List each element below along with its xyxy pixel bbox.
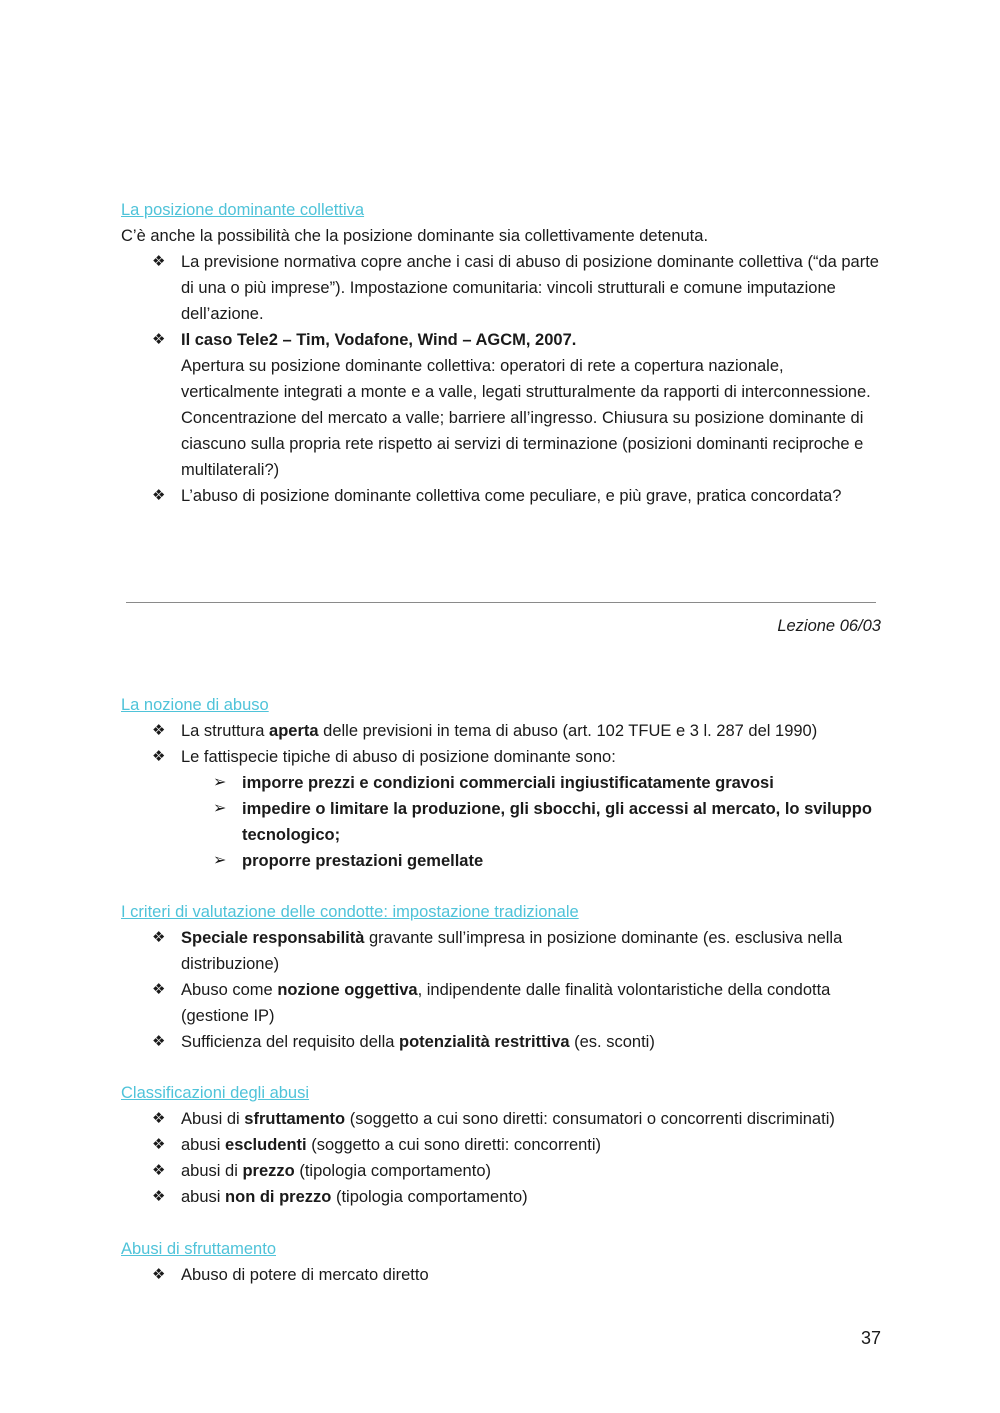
list-item: ❖ L’abuso di posizione dominante collettiva come peculiare, e più grave, pratica concordata? <box>121 483 881 509</box>
diamond-bullet-icon: ❖ <box>152 1110 166 1127</box>
sub-list-item: ➢ imporre prezzi e condizioni commerciali ingiustificatamente gravosi <box>121 770 881 796</box>
list-item: ❖ Abuso come nozione oggettiva, indipendente dalle finalità volontaristiche della condotta (gestione IP) <box>121 977 881 1029</box>
section-posizione-dominante-collettiva <box>121 197 881 509</box>
list-item: ❖ La struttura aperta delle previsioni in tema di abuso (art. 102 TFUE e 3 l. 287 del 1990) <box>121 718 881 744</box>
diamond-bullet-icon: ❖ <box>152 1162 166 1179</box>
section-abusi-di-sfruttamento <box>121 1236 881 1288</box>
section-heading: Abusi di sfruttamento <box>121 1240 276 1258</box>
case-title: Il caso Tele2 – Tim, Vodafone, Wind – AGCM, 2007. <box>181 331 577 349</box>
bullet-list <box>121 718 881 874</box>
bullet-list <box>121 1262 881 1288</box>
list-item: ❖ abusi non di prezzo (tipologia comportamento) <box>121 1184 881 1210</box>
section-nozione-di-abuso <box>121 692 881 874</box>
diamond-bullet-icon: ❖ <box>152 253 166 270</box>
list-item: ❖ Sufficienza del requisito della potenzialità restrittiva (es. sconti) <box>121 1029 881 1055</box>
list-item: ❖ Il caso Tele2 – Tim, Vodafone, Wind – AGCM, 2007. Apertura su posizione dominante collettiva: operatori di rete a copertura nazionale, verticalmente integrati a monte e a valle, legati strutturalmente da rapporti di interconnessione. Concentrazione del mercato a valle; barriere all’ingresso. Chiusura su posizione dominante di ciascuno sulla propria rete rispetto ai servizi di terminazione (posizioni dominanti reciproche e multilaterali?) <box>121 327 881 483</box>
sub-list-item: ➢ proporre prestazioni gemellate <box>121 848 881 874</box>
bullet-list <box>121 249 881 509</box>
list-item: ❖ Speciale responsabilità gravante sull’impresa in posizione dominante (es. esclusiva nella distribuzione) <box>121 925 881 977</box>
arrow-bullet-icon: ➢ <box>213 774 227 791</box>
intro-paragraph: C’è anche la possibilità che la posizione dominante sia collettivamente detenuta. <box>121 227 709 245</box>
diamond-bullet-icon: ❖ <box>152 1188 166 1205</box>
diamond-bullet-icon: ❖ <box>152 487 166 504</box>
diamond-bullet-icon: ❖ <box>152 331 166 348</box>
diamond-bullet-icon: ❖ <box>152 748 166 765</box>
section-criteri-di-valutazione <box>121 899 881 1055</box>
diamond-bullet-icon: ❖ <box>152 981 166 998</box>
diamond-bullet-icon: ❖ <box>152 722 166 739</box>
section-classificazioni-degli-abusi <box>121 1080 881 1210</box>
diamond-bullet-icon: ❖ <box>152 1033 166 1050</box>
list-item: ❖ Abuso di potere di mercato diretto <box>121 1262 881 1288</box>
list-item: ❖ Le fattispecie tipiche di abuso di posizione dominante sono: <box>121 744 881 770</box>
section-heading: Classificazioni degli abusi <box>121 1084 310 1102</box>
diamond-bullet-icon: ❖ <box>152 1266 166 1283</box>
arrow-bullet-icon: ➢ <box>213 852 227 869</box>
diamond-bullet-icon: ❖ <box>152 1136 166 1153</box>
lesson-date: Lezione 06/03 <box>777 617 881 635</box>
diamond-bullet-icon: ❖ <box>152 929 166 946</box>
arrow-bullet-icon: ➢ <box>213 800 227 817</box>
list-item: ❖ La previsione normativa copre anche i casi di abuso di posizione dominante collettiva (“da parte di una o più imprese”). Impostazione comunitaria: vincoli strutturali e comune imputazione dell’azione. <box>121 249 881 327</box>
bullet-list <box>121 1106 881 1210</box>
list-item: ❖ Abusi di sfruttamento (soggetto a cui sono diretti: consumatori o concorrenti discriminati) <box>121 1106 881 1132</box>
section-heading: La posizione dominante collettiva <box>121 201 365 219</box>
sub-list-item: ➢ impedire o limitare la produzione, gli sbocchi, gli accessi al mercato, lo sviluppo tecnologico; <box>121 796 881 848</box>
list-item: ❖ abusi di prezzo (tipologia comportamento) <box>121 1158 881 1184</box>
bullet-list <box>121 925 881 1055</box>
section-heading: I criteri di valutazione delle condotte: impostazione tradizionale <box>121 903 579 921</box>
list-item: ❖ abusi escludenti (soggetto a cui sono diretti: concorrenti) <box>121 1132 881 1158</box>
horizontal-divider <box>126 602 876 603</box>
page-number: 37 <box>860 1328 881 1348</box>
section-heading: La nozione di abuso <box>121 696 269 714</box>
